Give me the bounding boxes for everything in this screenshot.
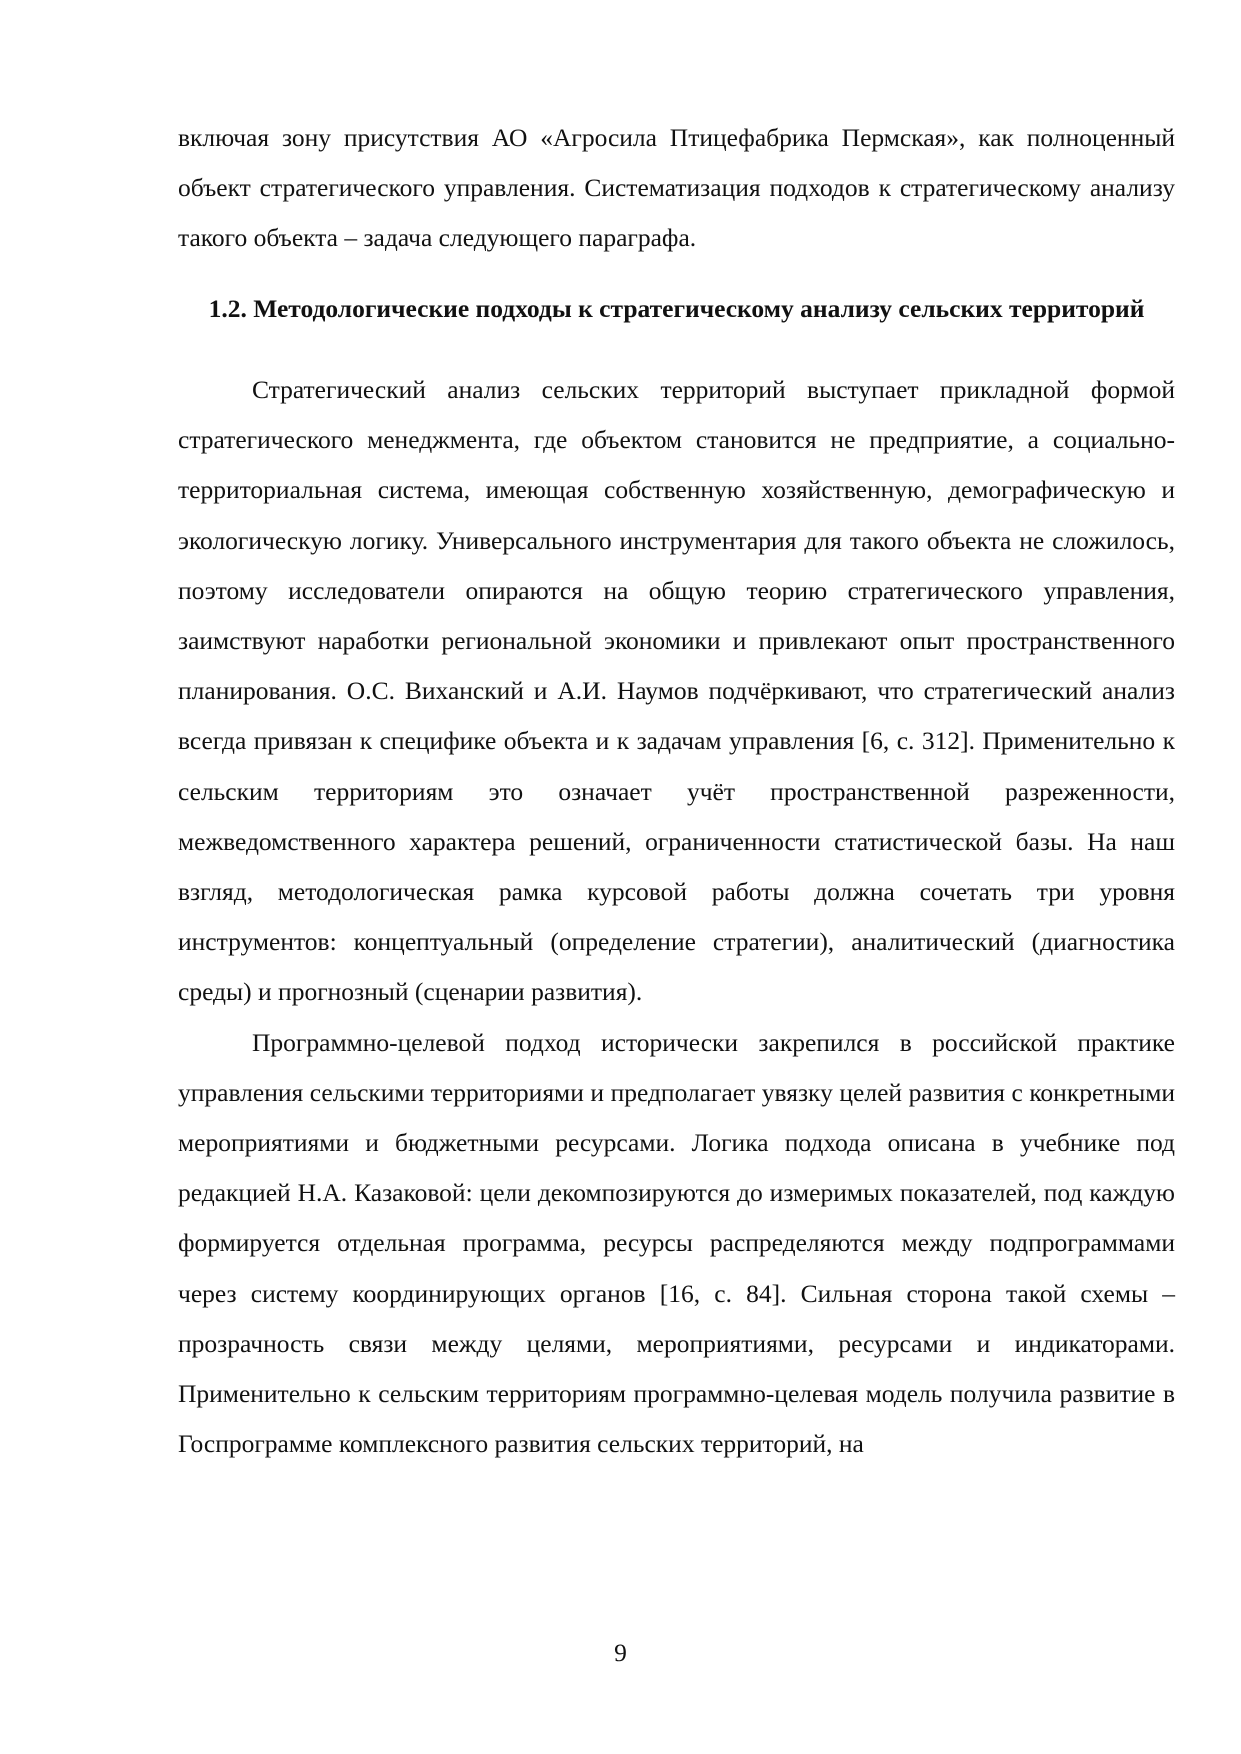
intro-paragraph: включая зону присутствия АО «Агросила Птицефабрика Пермская», как полноценный объект стратегического управления. Систематизация подходов к стратегическому анализу такого объекта – задача следующего параграфа. xyxy=(178,123,1175,253)
section-body xyxy=(178,365,1175,1469)
section-heading: 1.2. Методологические подходы к стратегическому анализу сельских территорий xyxy=(208,294,1145,323)
page-number: 9 xyxy=(614,1638,627,1667)
body-paragraph: Стратегический анализ сельских территорий выступает прикладной формой стратегического менеджмента, где объектом становится не предприятие, а социально-территориальная система, имеющая собственную хозяйственную, демографическую и экологическую логику. Универсального инструментария для такого объекта не сложилось, поэтому исследователи опираются на общую теорию стратегического управления, заимствуют наработки региональной экономики и привлекают опыт пространственного планирования. О.С. Виханский и А.И. Наумов подчёркивают, что стратегический анализ всегда привязан к специфике объекта и к задачам управления [6, с. 312]. Применительно к сельским территориям это означает учёт пространственной разреженности, межведомственного характера решений, ограниченности статистической базы. На наш взгляд, методологическая рамка курсовой работы должна сочетать три уровня инструментов: концептуальный (определение стратегии), аналитический (диагностика среды) и прогнозный (сценарии развития). xyxy=(178,375,1175,1007)
body-paragraph: Программно-целевой подход исторически закрепился в российской практике управления сельскими территориями и предполагает увязку целей развития с конкретными мероприятиями и бюджетными ресурсами. Логика подхода описана в учебнике под редакцией Н.А. Казаковой: цели декомпозируются до измеримых показателей, под каждую формируется отдельная программа, ресурсы распределяются между подпрограммами через систему координирующих органов [16, с. 84]. Сильная сторона такой схемы – прозрачность связи между целями, мероприятиями, ресурсами и индикаторами. Применительно к сельским территориям программно-целевая модель получила развитие в Госпрограмме комплексного развития сельских территорий, на xyxy=(178,1027,1175,1459)
intro-text xyxy=(178,113,1175,264)
